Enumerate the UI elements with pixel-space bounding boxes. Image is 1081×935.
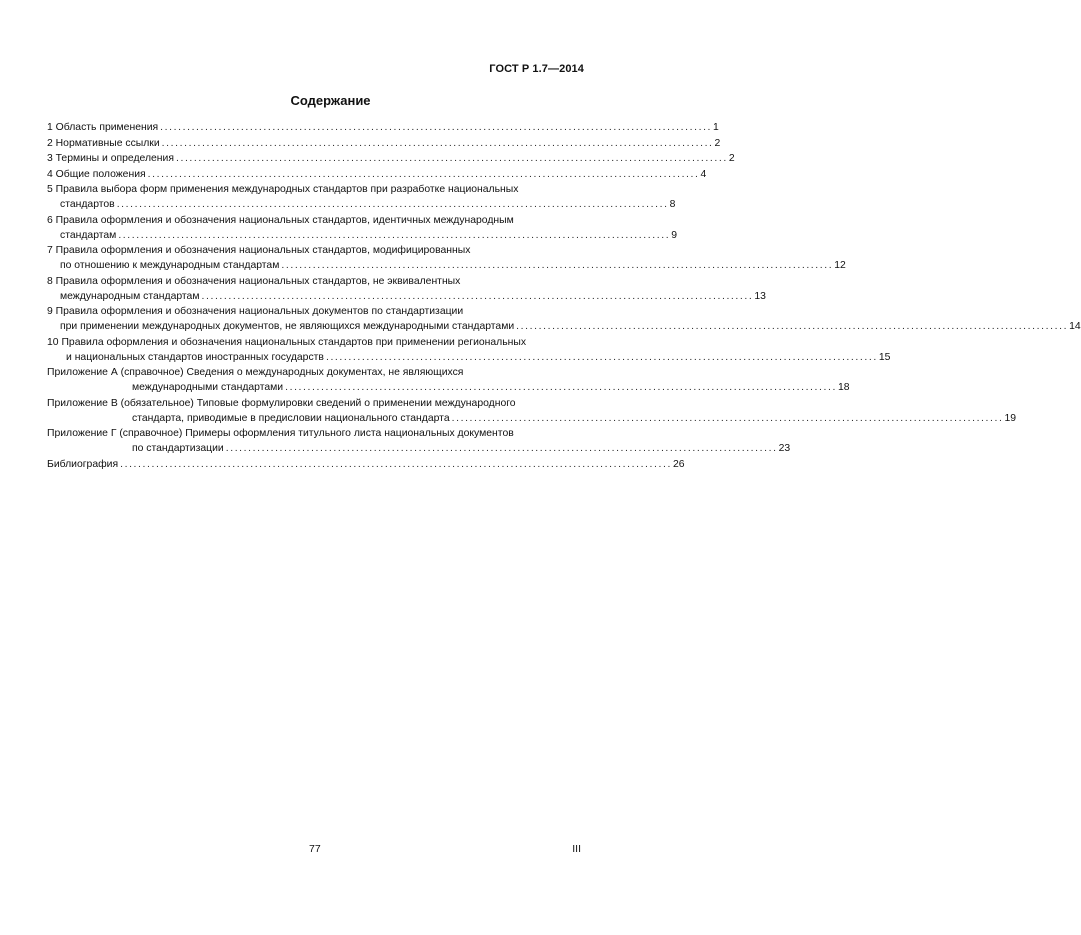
toc-entry-text: Библиография xyxy=(47,458,119,470)
toc-page-number: 26 xyxy=(672,458,685,470)
page-title: Содержание xyxy=(290,93,371,108)
toc-entry-6[interactable]: 6 Правила оформления и обозначения национальных стандартов, идентичных международным стандартам ........................................................................................................................... 9 xyxy=(47,214,677,241)
toc-page-number: 2 xyxy=(714,137,721,149)
table-of-contents xyxy=(47,120,1081,472)
toc-entry-5[interactable]: 5 Правила выбора форм применения международных стандартов при разработке национальных стандартов ........................................................................................................................... 8 xyxy=(47,184,676,210)
document-code: ГОСТ Р 1.7—2014 xyxy=(489,63,584,75)
toc-entry-continuation: по отношению к международным стандартам xyxy=(60,260,280,271)
toc-entry-text: 3 Термины и определения xyxy=(47,153,174,164)
toc-page-number: 1 xyxy=(713,122,719,133)
toc-bibliography[interactable]: Библиография ........................................................................................................................... 26 xyxy=(47,458,685,470)
toc-page-number: 23 xyxy=(778,443,791,454)
toc-appendix-g[interactable]: Приложение Г (справочное) Примеры оформления титульного листа национальных документов по стандартизации ........................................................................................................................... 23 xyxy=(47,428,791,454)
toc-entry-continuation: и национальных стандартов иностранных государств xyxy=(66,351,324,363)
toc-entry-2[interactable]: 2 Нормативные ссылки ........................................................................................................................... 2 xyxy=(47,137,721,149)
page-number-roman: III xyxy=(572,843,581,855)
toc-entry-continuation: стандарта, приводимые в предисловии национального стандарта xyxy=(132,412,450,424)
page-number: 77 xyxy=(309,843,321,855)
toc-entry-9[interactable]: 9 Правила оформления и обозначения национальных документов по стандартизации при применении международных документов, не являющихся международными стандартами ........................................................................................................................... 14 xyxy=(47,306,1081,332)
toc-page-number: 9 xyxy=(671,229,677,241)
toc-page-number: 2 xyxy=(728,153,735,164)
toc-page-number: 8 xyxy=(669,199,676,210)
toc-appendix-a[interactable]: Приложение А (справочное) Сведения о международных документах, не являющихся международными стандартами ........................................................................................................................... 18 xyxy=(47,367,850,393)
toc-page-number: 13 xyxy=(754,290,766,302)
toc-entry-text: 4 Общие положения xyxy=(47,168,146,180)
toc-entry-text: 7 Правила оформления и обозначения национальных стандартов, модифицированных xyxy=(47,245,471,256)
toc-entry-10[interactable]: 10 Правила оформления и обозначения национальных стандартов при применении региональных и национальных стандартов иностранных государств ........................................................................................................................... 15 xyxy=(47,336,891,363)
toc-page-number: 19 xyxy=(1004,412,1017,424)
toc-entry-8[interactable]: 8 Правила оформления и обозначения национальных стандартов, не эквивалентных международным стандартам ........................................................................................................................... 13 xyxy=(47,275,766,302)
toc-entry-continuation: при применении международных документов, не являющихся международными стандартами xyxy=(60,321,515,332)
toc-entry-continuation: по стандартизации xyxy=(132,443,224,454)
toc-page-number: 4 xyxy=(700,168,707,180)
toc-page-number: 15 xyxy=(878,351,891,363)
toc-entry-text: 1 Область применения xyxy=(47,122,159,133)
toc-entry-7[interactable]: 7 Правила оформления и обозначения национальных стандартов, модифицированных по отношению к международным стандартам ........................................................................................................................... 12 xyxy=(47,245,846,271)
toc-appendix-b[interactable]: Приложение В (обязательное) Типовые формулировки сведений о применении международного стандарта, приводимые в предисловии национального стандарта ........................................................................................................................... 19 xyxy=(47,397,1017,424)
toc-entry-text: Приложение А (справочное) Сведения о международных документах, не являющихся xyxy=(47,367,464,378)
toc-entry-text: Приложение Г (справочное) Примеры оформления титульного листа национальных документов xyxy=(47,428,514,439)
toc-entry-continuation: стандартам xyxy=(60,229,117,241)
toc-entry-text: Приложение В (обязательное) Типовые формулировки сведений о применении международного xyxy=(47,397,516,409)
toc-entry-continuation: стандартов xyxy=(60,199,115,210)
toc-entry-4[interactable]: 4 Общие положения ........................................................................................................................... 4 xyxy=(47,168,707,180)
toc-entry-text: 9 Правила оформления и обозначения национальных документов по стандартизации xyxy=(47,306,464,317)
toc-page-number: 18 xyxy=(837,382,850,393)
toc-entry-1[interactable]: 1 Область применения ........................................................................................................................... 1 xyxy=(47,122,719,133)
toc-entry-text: 10 Правила оформления и обозначения национальных стандартов при применении региональных xyxy=(47,336,527,348)
toc-entry-text: 6 Правила оформления и обозначения национальных стандартов, идентичных международным xyxy=(47,214,514,226)
toc-entry-text: 5 Правила выбора форм применения международных стандартов при разработке национальных xyxy=(47,184,519,195)
toc-entry-continuation: международным стандартам xyxy=(60,290,200,302)
toc-entry-continuation: международными стандартами xyxy=(132,382,284,393)
toc-entry-text: 8 Правила оформления и обозначения национальных стандартов, не эквивалентных xyxy=(47,275,461,287)
toc-entry-text: 2 Нормативные ссылки xyxy=(47,137,160,149)
toc-page-number: 12 xyxy=(834,260,846,271)
toc-entry-3[interactable]: 3 Термины и определения ........................................................................................................................... 2 xyxy=(47,153,735,164)
toc-page-number: 14 xyxy=(1069,321,1081,332)
